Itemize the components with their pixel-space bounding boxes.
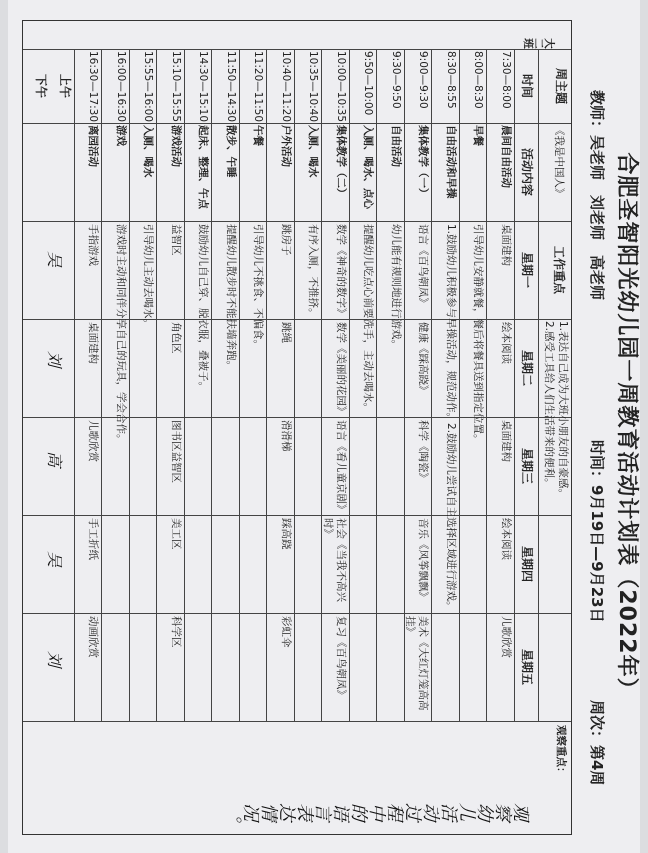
teachers-label: 教师：吴老师 刘老师 高老师 [588,90,606,301]
header-fri: 星期五 [520,648,534,685]
row-note: 游戏时主动和同伴分享自己的玩具，学会合作。 [115,224,127,445]
row-time: 9:50—10:00 [362,51,375,116]
focus-label: 工作重点 [552,245,566,294]
row-note: 1.鼓励幼儿积极参与早操活动，规范动作。2.鼓励幼儿尝试自主选择区域进行游戏。 [445,224,457,612]
row-divider [514,49,515,721]
header-time: 时间 [520,73,534,98]
row-day-cell: 儿歌欣赏 [500,616,512,658]
row-content: 集体教学（二） [335,125,347,199]
row-content: 入厕、喝水 [307,125,320,178]
row-day-cell: 科学《陶瓷》 [417,420,430,483]
row-time: 11:20—11:50 [252,51,265,123]
row-time: 15:10—15:55 [170,51,182,123]
row-day-cell: 益智区 [170,224,182,256]
class-name: 大二班 [523,37,555,49]
row-divider [487,49,488,721]
row-day-cell: 彩虹伞 [280,616,292,648]
row-note: 引导幼儿安静就餐，餐后将餐具送到指定位置。 [472,224,485,445]
row-divider [239,49,240,721]
row-time: 10:40—11:20 [280,51,292,123]
row-divider [432,49,433,721]
row-content: 早餐 [472,125,485,146]
row-day-cell: 音乐《风筝飘飘》 [417,518,430,602]
signature-mon: 吴 [45,251,64,268]
row-day-cell: 跳绳 [280,322,292,343]
footer-pm: 下午 [34,73,48,98]
header-content: 活动内容 [520,147,534,196]
focus-item-2: 2.感受工具给人们生活带来的便利。 [543,321,555,489]
observe-handwritten: 观察幼儿活动过程中的语言表达情况。 [225,800,531,821]
row-time: 16:30—17:30 [87,51,100,123]
row-note: 引导幼儿主动去喝水。 [142,224,155,329]
subtitle-row [582,20,608,833]
row-content: 自由活动 [390,125,402,167]
row-time: 15:55—16:00 [142,51,155,123]
signature-wed: 高 [45,451,64,468]
theme-value: 《我是中国人》 [553,125,565,199]
row-day-cell: 社会《当我不高兴时》 [322,518,347,602]
signature-thu: 吴 [45,551,64,568]
row-day-cell: 语言《百鸟朝凤》 [417,224,430,308]
row-divider [102,49,103,721]
row-day-cell: 图书区益智区 [170,420,182,483]
row-day-cell: 绘本阅读 [500,518,512,560]
week-label: 周次：第4周 [588,700,606,786]
row-day-cell: 健康《踩高跷》 [417,322,430,396]
row-content: 入厕、喝水、点心 [362,125,375,209]
row-note: 提醒幼儿吃点心前要洗手，主动去喝水。 [362,224,375,413]
row-divider [377,49,378,721]
row-content: 集体教学（一） [417,125,430,199]
row-time: 7:30—8:00 [500,51,512,109]
row-content: 晨间自由活动 [500,125,512,188]
row-day-cell: 桌面建构 [87,322,100,364]
row-time: 9:30—9:50 [390,51,402,109]
row-content: 离园活动 [87,125,100,167]
row-note: 幼儿能有规则地进行游戏。 [390,224,402,350]
row-day-cell: 踩高跷 [280,518,292,550]
row-day-cell: 桌面建构 [500,224,512,266]
row-content: 游戏活动 [170,125,182,167]
row-time: 8:30—8:55 [445,51,457,109]
row-time: 8:00—8:30 [472,51,485,109]
paper-sheet [8,0,640,853]
row-content: 游戏 [115,125,127,146]
row-divider [322,49,323,721]
row-divider [212,49,213,721]
row-content: 午餐 [252,125,265,146]
row-day-cell: 语言《看儿童京剧》 [335,420,347,515]
row-time: 16:00—16:30 [115,51,127,123]
row-day-cell: 跳房子 [280,224,292,256]
theme-label: 周主题 [554,67,568,104]
header-tue: 星期二 [520,349,534,386]
row-divider [404,49,405,721]
row-time: 9:00—9:30 [417,51,430,109]
row-time: 11:50—14:30 [225,51,237,123]
row-note: 有序入厕，不推挤。 [307,224,320,319]
row-note: 提醒幼儿散步时不能扶墙奔跑。 [225,224,237,371]
row-day-cell: 数学《神奇的数字》 [335,224,347,319]
row-content: 起床、整理、午点 [197,125,210,209]
header-wed: 星期三 [520,447,534,484]
row-day-cell: 滑滑梯 [280,420,292,452]
footer-am: 上午 [58,73,72,98]
row-day-cell: 手工折纸 [87,518,100,560]
header-thu: 星期四 [520,545,534,582]
row-divider [129,49,130,721]
row-day-cell: 桌面建构 [500,420,512,462]
page-title: 合肥圣智阳光幼儿园一周教育活动计划表（2022年） [614,152,639,701]
schedule-table [22,20,572,835]
row-divider [157,49,158,721]
header-mon: 星期一 [520,251,534,288]
row-day-cell: 数学《美丽的花园》 [335,322,347,417]
row-day-cell: 科学区 [170,616,182,648]
row-day-cell: 动画欣赏 [87,616,100,658]
rotated-plan-sheet [8,0,648,853]
focus-item-1: 1.表达自己成为大班小朋友的自豪感。 [557,321,569,500]
row-time: 10:35—10:40 [307,51,320,123]
row-divider [349,49,350,721]
row-divider [267,49,268,721]
row-content: 入厕、喝水 [142,125,155,178]
row-content: 户外活动 [280,125,292,167]
row-day-cell: 美工区 [170,518,182,550]
observe-label: 观察重点： [555,725,567,778]
row-divider [184,49,185,721]
row-day-cell: 手指游戏 [87,224,100,266]
row-content: 散步、午睡 [225,125,237,178]
row-note: 鼓励幼儿自己穿、脱衣服，叠被子。 [197,224,210,392]
row-divider [459,49,460,721]
period-label: 时间：9月19日—9月23日 [588,440,606,623]
signature-fri: 刘 [45,651,64,668]
row-day-cell: 美术《大红灯笼高高挂》 [404,616,430,711]
row-day-cell: 绘本阅读 [500,322,512,364]
signature-tue: 刘 [45,351,64,368]
row-day-cell: 复习《百鸟朝凤》 [335,616,347,700]
row-content: 自由活动和早操 [445,125,457,199]
row-day-cell: 儿歌欣赏 [87,420,100,462]
row-day-cell: 角色区 [170,322,182,354]
row-time: 14:30—15:10 [197,51,210,123]
row-time: 10:00—10:35 [335,51,347,123]
row-divider [294,49,295,721]
row-note: 引导幼儿不挑食、不偏食。 [252,224,265,350]
